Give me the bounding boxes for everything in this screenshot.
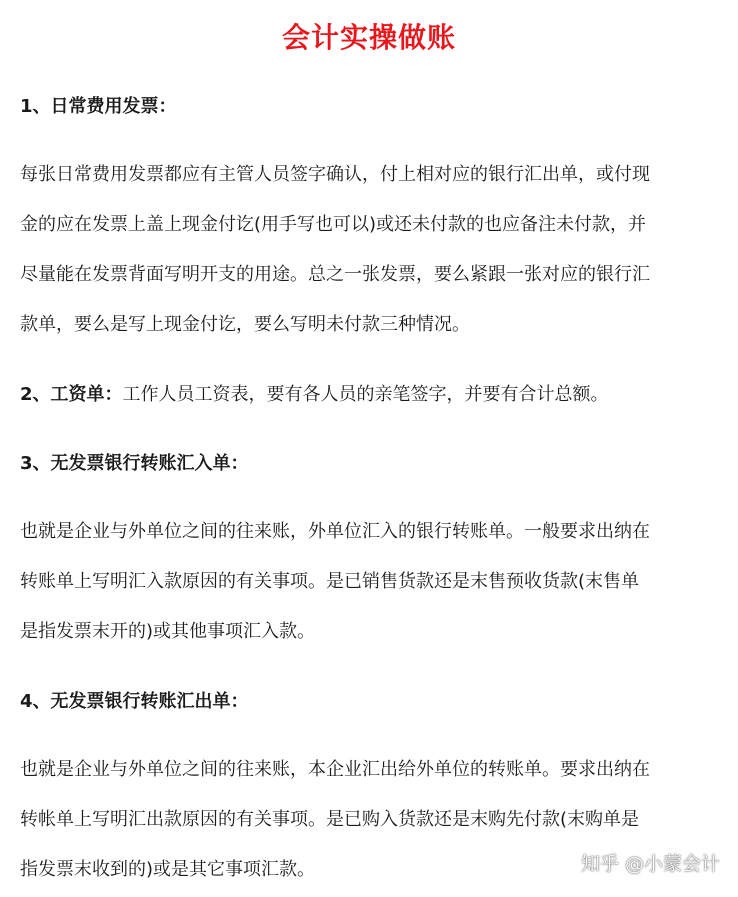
paragraph-line: 转账单上写明汇入款原因的有关事项。是已销售货款还是末售预收货款(末售单 xyxy=(20,571,640,592)
section-1-heading: 1、日常费用发票： xyxy=(20,96,177,117)
paragraph-line: 转帐单上写明汇出款原因的有关事项。是已购入货款还是末购先付款(末购单是 xyxy=(20,809,640,830)
section-2-row xyxy=(20,381,609,409)
section-4-heading: 4、无发票银行转账汇出单： xyxy=(20,691,249,712)
paragraph-line: 指发票末收到的)或是其它事项汇款。 xyxy=(20,859,316,880)
paragraph-line: 是指发票末开的)或其他事项汇入款。 xyxy=(20,621,316,642)
paragraph-line: 每张日常费用发票都应有主管人员签字确认，付上相对应的银行汇出单，或付现 xyxy=(20,164,650,185)
section-1-paragraph xyxy=(20,150,720,350)
section-2-text: 工作人员工资表，要有各人员的亲笔签字，并要有合计总额。 xyxy=(122,384,609,405)
paragraph-line: 也就是企业与外单位之间的往来账，本企业汇出给外单位的转账单。要求出纳在 xyxy=(20,759,650,780)
section-3-paragraph xyxy=(20,507,720,657)
paragraph-line: 尽量能在发票背面写明开支的用途。总之一张发票，要么紧跟一张对应的银行汇 xyxy=(20,264,650,285)
zhihu-watermark: 知乎 @小蒙会计 xyxy=(580,853,720,875)
paragraph-line: 金的应在发票上盖上现金付讫(用手写也可以)或还未付款的也应备注未付款，并 xyxy=(20,214,647,235)
paragraph-line: 也就是企业与外单位之间的往来账，外单位汇入的银行转账单。一般要求出纳在 xyxy=(20,521,650,542)
section-3-heading: 3、无发票银行转账汇入单： xyxy=(20,453,249,474)
page-title: 会计实操做账 xyxy=(281,21,456,54)
section-2-heading: 2、工资单： xyxy=(20,384,123,405)
paragraph-line: 款单，要么是写上现金付讫，要么写明未付款三种情况。 xyxy=(20,314,470,335)
